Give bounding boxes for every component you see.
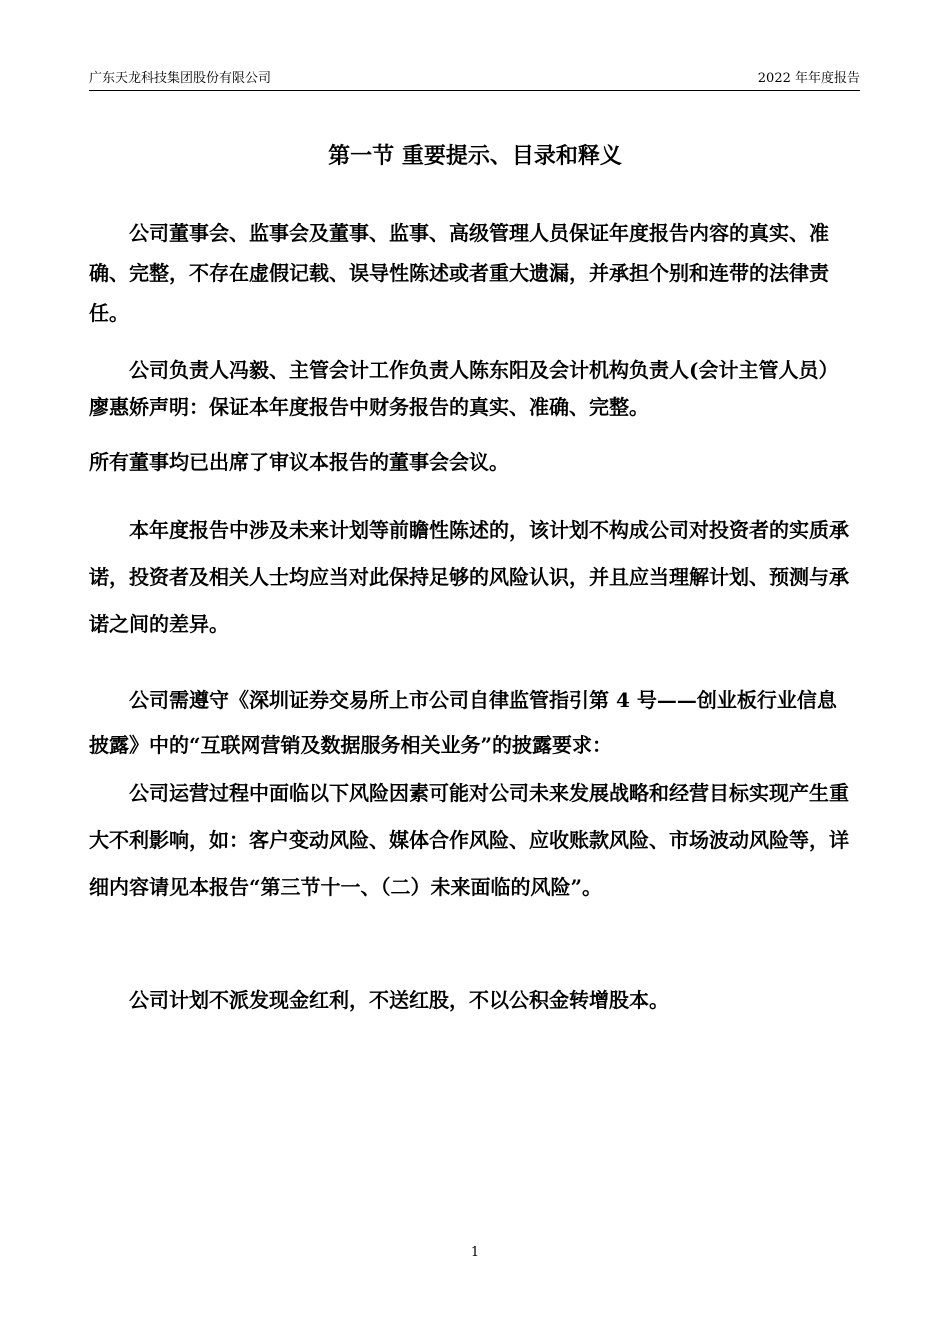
paragraph-board-guarantee: 公司董事会、监事会及董事、监事、高级管理人员保证年度报告内容的真实、准确、完整，不存在虚假记载、误导性陈述或者重大遗漏，并承担个别和连带的法律责任。 <box>89 221 829 325</box>
paragraph-disclosure-requirements: 公司需遵守《深圳证券交易所上市公司自律监管指引第 4 号——创业板行业信息披露》中的“互联网营销及数据服务相关业务”的披露要求： <box>89 688 837 757</box>
paragraph-dividend-plan: 公司计划不派发现金红利，不送红股，不以公积金转增股本。 <box>129 988 669 1012</box>
page-number: 1 <box>470 1245 480 1260</box>
paragraph-directors-attendance: 所有董事均已出席了审议本报告的董事会会议。 <box>89 450 509 474</box>
paragraph-forward-looking-statements: 本年度报告中涉及未来计划等前瞻性陈述的，该计划不构成公司对投资者的实质承诺，投资者及相关人士均应当对此保持足够的风险认识，并且应当理解计划、预测与承诺之间的差异。 <box>89 518 849 636</box>
header-company-name: 广东天龙科技集团股份有限公司 <box>89 71 272 86</box>
section-title: 第一节 重要提示、目录和释义 <box>328 143 622 169</box>
header-report-title: 2022 年年度报告 <box>757 71 860 86</box>
page-header <box>89 70 860 91</box>
paragraph-responsible-persons-statement: 公司负责人冯毅、主管会计工作负责人陈东阳及会计机构负责人(会计主管人员）廖惠娇声明：保证本年度报告中财务报告的真实、准确、完整。 <box>89 358 839 419</box>
paragraph-risk-factors: 公司运营过程中面临以下风险因素可能对公司未来发展战略和经营目标实现产生重大不利影响，如：客户变动风险、媒体合作风险、应收账款风险、市场波动风险等，详细内容请见本报告“第三节十一、（二）未来面临的风险”。 <box>89 781 849 899</box>
